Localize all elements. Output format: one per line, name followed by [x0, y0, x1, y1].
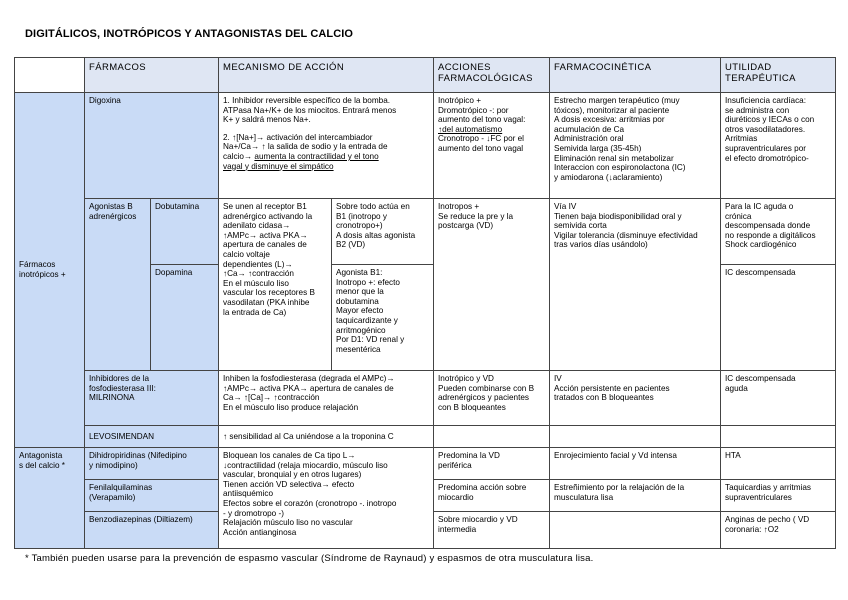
digoxina-acc-underlined: ↑del automatismo	[438, 124, 503, 134]
benzodiazepinas-utilidad: Anginas de pecho ( VD coronaria: ↑O2	[721, 512, 836, 549]
digoxina-mecanismo	[219, 93, 434, 199]
digoxina-mec-2-underlined: aumenta la contractilidad y el tono vagal y disminuye el simpático	[223, 151, 379, 171]
antagonistas-mecanismo: Bloquean los canales de Ca tipo L→ ↓contractilidad (relaja miocardio, músculo liso vascular, bronquial y en otros lugares) Tienen acción VD selectiva→ efecto antiisquémico Efectos sobre el corazón (cronotropo -. inotropo - y dromotropo -) Relajación músculo liso no vascular Acción antianginosa	[219, 448, 434, 549]
group-inotropicos	[14, 93, 85, 448]
header-acciones: ACCIONES FARMACOLÓGICAS	[434, 57, 550, 93]
fenilalquilaminas-acciones: Predomina acción sobre miocardio	[434, 480, 550, 512]
levosimendan-mecanismo: ↑ sensibilidad al Ca uniéndose a la troponina C	[219, 426, 434, 448]
header-corner	[14, 57, 85, 93]
digoxina-mec-2	[223, 133, 429, 171]
digoxina-mec-2-plain: 2. ↑[Na+]→ activación del intercambiador Na+/Ca→ ↑ la salida de sodio y la entrada de calcio→	[223, 132, 388, 161]
benzodiazepinas-name: Benzodiazepinas (Diltiazem)	[85, 512, 219, 549]
dopamina-name: Dopamina	[151, 265, 219, 371]
agonistas-mecanismo: Se unen al receptor B1 adrenérgico activando la adenilato cidasa→ ↑AMPc→ activa PKA→ apertura de canales de calcio voltaje dependientes (L)→ ↑Ca→ ↑contracción En el músculo liso vascular los receptores B vasodilatan (PKA inhibe la entrada de Ca)	[219, 199, 332, 371]
benzodiazepinas-farmacocinetica	[550, 512, 721, 549]
fenilalquilaminas-utilidad: Taquicardias y arritmias supraventriculares	[721, 480, 836, 512]
digoxina-acc-rest: Cronotropo - ↓FC por el aumento del tono vagal	[438, 134, 525, 153]
header-farmacocinetica: FARMACOCINÉTICA	[550, 57, 721, 93]
dihidropiridinas-utilidad: HTA	[721, 448, 836, 480]
header-farmacos: FÁRMACOS	[85, 57, 219, 93]
fenilalquilaminas-name: Fenilalquilaminas (Verapamilo)	[85, 480, 219, 512]
benzodiazepinas-acciones: Sobre miocardio y VD intermedia	[434, 512, 550, 549]
page-title: DIGITÁLICOS, INOTRÓPICOS Y ANTAGONISTAS DEL CALCIO	[25, 28, 354, 40]
dopamina-utilidad: IC descompensada	[721, 265, 836, 371]
milrinona-mecanismo: Inhiben la fosfodiesterasa (degrada el AMPc)→ ↑AMPc→ activa PKA→ apertura de canales de Ca→ ↑[Ca]→ ↑contracción En el músculo liso produce relajación	[219, 371, 434, 426]
dopamina-mecanismo: Agonista B1: Inotropo +: efecto menor que la dobutamina Mayor efecto taquicardizante y arritmogénico Por D1: VD renal y mesentérica	[332, 265, 434, 371]
milrinona-farmacocinetica: IV Acción persistente en pacientes tratados con B bloqueantes	[550, 371, 721, 426]
dihidropiridinas-name: Dihidropiridinas (Nifedipino y nimodipino)	[85, 448, 219, 480]
fenilalquilaminas-farmacocinetica: Estreñimiento por la relajación de la musculatura lisa	[550, 480, 721, 512]
digoxina-mec-1: 1. Inhibidor reversible específico de la bomba. ATPasa Na+/K+ de los miocitos. Entrará menos K+ y saldrá menos Na+.	[223, 96, 397, 125]
dobutamina-name: Dobutamina	[151, 199, 219, 265]
levosimendan-farmacocinetica	[550, 426, 721, 448]
digoxina-acc-plain: Inotrópico + Dromotrópico -: por aumento del tono vagal:	[438, 96, 526, 125]
group-inotropicos-label: Fármacos inotrópicos +	[19, 260, 66, 279]
header-mecanismo: MECANISMO DE ACCIÓN	[219, 57, 434, 93]
dihidropiridinas-farmacocinetica: Enrojecimiento facial y Vd intensa	[550, 448, 721, 480]
levosimendan-name: LEVOSIMENDAN	[85, 426, 219, 448]
agonistas-name: Agonistas B adrenérgicos	[85, 199, 151, 371]
dihidropiridinas-acciones: Predomina la VD periférica	[434, 448, 550, 480]
digoxina-acciones	[434, 93, 550, 199]
header-utilidad: UTILIDAD TERAPÉUTICA	[721, 57, 836, 93]
dobutamina-utilidad: Para la IC aguda o crónica descompensada donde no responde a digitálicos Shock cardiogénico	[721, 199, 836, 265]
group-antagonistas: Antagonista s del calcio *	[14, 448, 85, 549]
digoxina-utilidad: Insuficiencia cardíaca: se administra con diuréticos y IECAs o con otros vasodilatadores. Arritmias supraventriculares por el efecto dromotrópico-	[721, 93, 836, 199]
milrinona-name: Inhibidores de la fosfodiesterasa III: MILRINONA	[85, 371, 219, 426]
levosimendan-acciones	[434, 426, 550, 448]
digoxina-farmacocinetica: Estrecho margen terapéutico (muy tóxicos), monitorizar al paciente A dosis excesiva: arritmias por acumulación de Ca Administración oral Semivida larga (35-45h) Eliminación renal sin metabolizar Interaccion con espironolactona (IC) y amiodarona (↓aclaramiento)	[550, 93, 721, 199]
agonistas-farmacocinetica: Vía IV Tienen baja biodisponibilidad oral y semivida corta Vigilar tolerancia (disminuye efectividad tras varios días usándolo)	[550, 199, 721, 371]
agonistas-acciones: Inotropos + Se reduce la pre y la postcarga (VD)	[434, 199, 550, 371]
dobutamina-mecanismo: Sobre todo actúa en B1 (inotropo y cronotropo+) A dosis altas agonista B2 (VD)	[332, 199, 434, 265]
milrinona-acciones: Inotrópico y VD Pueden combinarse con B adrenérgicos y pacientes con B bloqueantes	[434, 371, 550, 426]
milrinona-utilidad: IC descompensada aguda	[721, 371, 836, 426]
pharmacology-table	[14, 57, 836, 549]
levosimendan-utilidad	[721, 426, 836, 448]
digoxina-name: Digoxina	[85, 93, 219, 199]
footnote: * También pueden usarse para la prevención de espasmo vascular (Síndrome de Raynaud) y espasmos de otra musculatura lisa.	[25, 553, 594, 564]
